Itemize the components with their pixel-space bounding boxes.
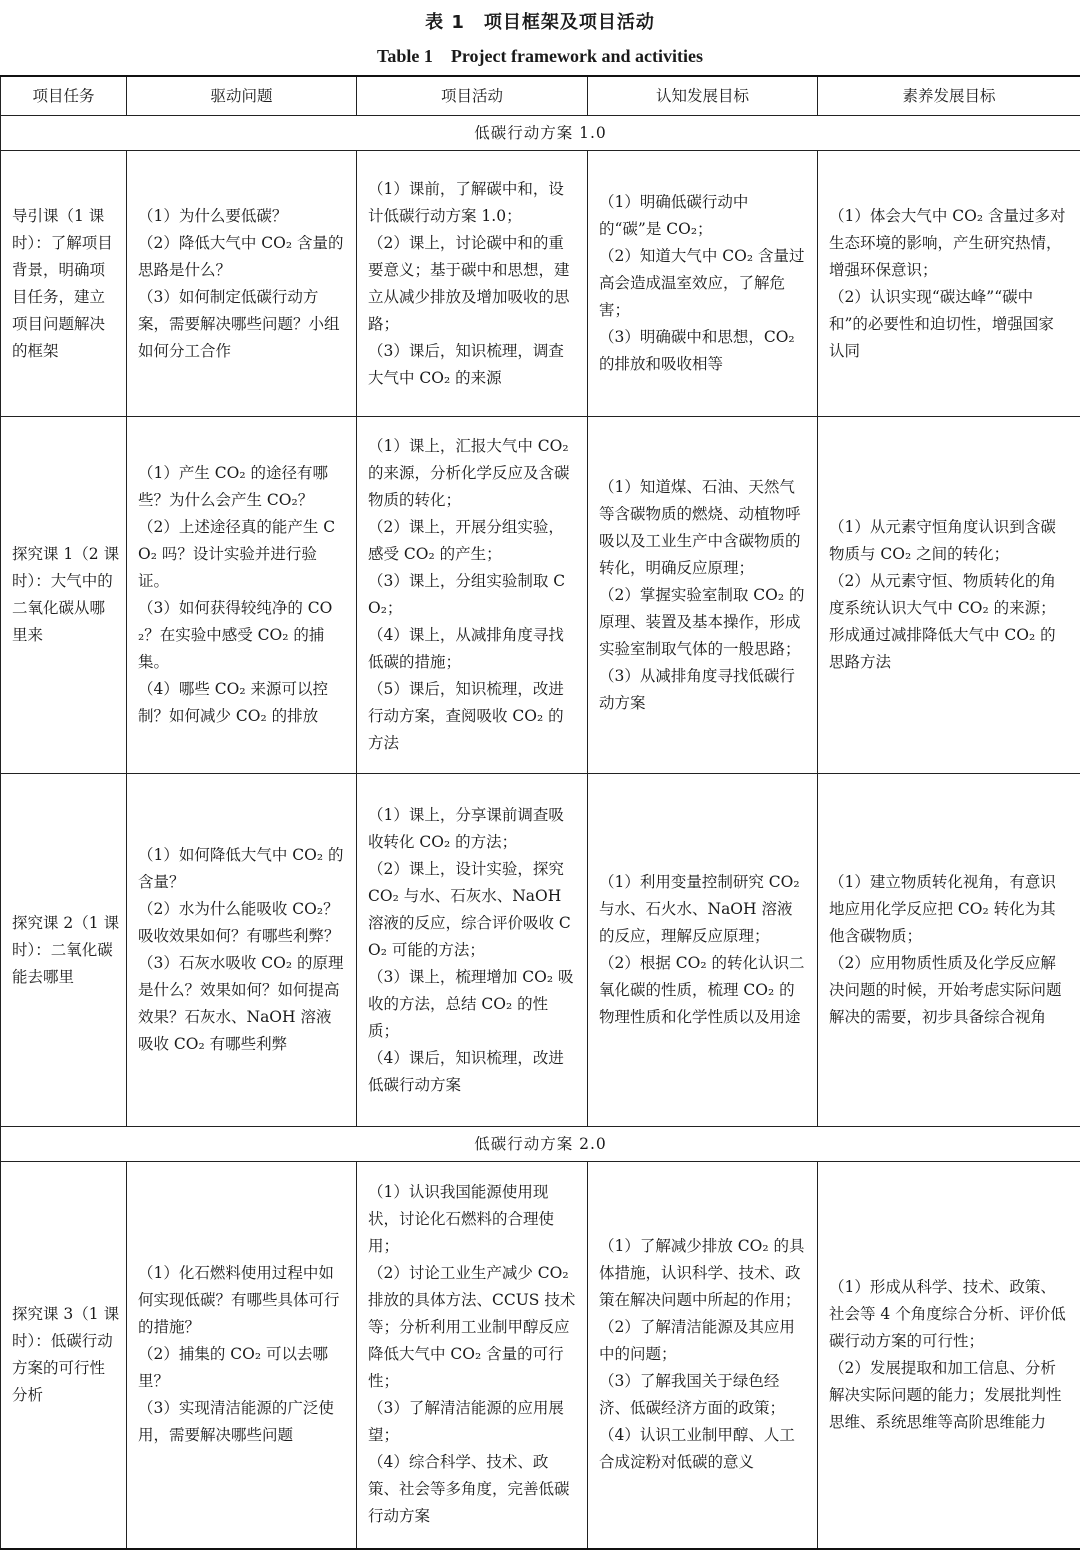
table-row [1, 774, 1080, 1127]
list-item: （2）认识实现“碳达峰”“碳中和”的必要性和迫切性，增强国家认同 [829, 284, 1069, 365]
list-item: （5）课后，知识梳理，改进行动方案，查阅吸收 CO₂ 的方法 [368, 676, 576, 757]
list-item: （1）了解减少排放 CO₂ 的具体措施，认识科学、技术、政策在解决问题中所起的作用； [599, 1233, 806, 1314]
cognitive-cell [588, 1162, 818, 1549]
table-row [1, 1162, 1080, 1549]
list-item: （3）如何制定低碳行动方案，需要解决哪些问题？小组如何分工合作 [138, 284, 345, 365]
list-item: （3）明确碳中和思想，CO₂ 的排放和吸收相等 [599, 324, 806, 378]
section-label: 低碳行动方案 1.0 [1, 116, 1080, 151]
activities-cell [357, 1162, 588, 1549]
table-row [1, 417, 1080, 774]
header-task: 项目任务 [1, 76, 127, 116]
list-item: （2）水为什么能吸收 CO₂？吸收效果如何？有哪些利弊？ [138, 896, 345, 950]
list-item: （2）应用物质性质及化学反应解决问题的时候，开始考虑实际问题解决的需要，初步具备综合视角 [829, 950, 1069, 1031]
literacy-cell [818, 1162, 1080, 1549]
project-framework-table [0, 75, 1080, 1550]
list-item: （1）形成从科学、技术、政策、社会等 4 个角度综合分析、评价低碳行动方案的可行性； [829, 1274, 1069, 1355]
task-cell: 探究课 2（1 课时）：二氧化碳能去哪里 [1, 774, 127, 1127]
list-item: （2）捕集的 CO₂ 可以去哪里？ [138, 1341, 345, 1395]
list-item: （1）明确低碳行动中的“碳”是 CO₂； [599, 189, 806, 243]
header-activities: 项目活动 [357, 76, 588, 116]
list-item: （1）课上，分享课前调查吸收转化 CO₂ 的方法； [368, 802, 576, 856]
list-item: （2）了解清洁能源及其应用中的问题； [599, 1314, 806, 1368]
title-block [0, 0, 1080, 75]
header-literacy: 素养发展目标 [818, 76, 1080, 116]
list-item: （1）认识我国能源使用现状，讨论化石燃料的合理使用； [368, 1179, 576, 1260]
task-cell: 探究课 3（1 课时）：低碳行动方案的可行性分析 [1, 1162, 127, 1549]
list-item: （2）课上，设计实验，探究 CO₂ 与水、石灰水、NaOH 溶液的反应，综合评价吸收 CO₂ 可能的方法； [368, 856, 576, 964]
list-item: （4）课后，知识梳理，改进低碳行动方案 [368, 1045, 576, 1099]
header-row [1, 76, 1080, 116]
list-item: （2）根据 CO₂ 的转化认识二氧化碳的性质，梳理 CO₂ 的物理性质和化学性质以及用途 [599, 950, 806, 1031]
list-item: （4）哪些 CO₂ 来源可以控制？如何减少 CO₂ 的排放 [138, 676, 345, 730]
list-item: （3）课上，梳理增加 CO₂ 吸收的方法，总结 CO₂ 的性质； [368, 964, 576, 1045]
list-item: （1）从元素守恒角度认识到含碳物质与 CO₂ 之间的转化； [829, 514, 1069, 568]
list-item: （1）建立物质转化视角，有意识地应用化学反应把 CO₂ 转化为其他含碳物质； [829, 869, 1069, 950]
list-item: （2）课上，开展分组实验，感受 CO₂ 的产生； [368, 514, 576, 568]
questions-cell [127, 774, 357, 1127]
list-item: （1）知道煤、石油、天然气等含碳物质的燃烧、动植物呼吸以及工业生产中含碳物质的转化，明确反应原理； [599, 474, 806, 582]
list-item: （3）了解我国关于绿色经济、低碳经济方面的政策； [599, 1368, 806, 1422]
list-item: （2）讨论工业生产减少 CO₂ 排放的具体方法、CCUS 技术等；分析利用工业制甲醇反应降低大气中 CO₂ 含量的可行性； [368, 1260, 576, 1395]
literacy-cell [818, 151, 1080, 417]
list-item: （2）掌握实验室制取 CO₂ 的原理、装置及基本操作，形成实验室制取气体的一般思路； [599, 582, 806, 663]
cognitive-cell [588, 151, 818, 417]
list-item: （3）如何获得较纯净的 CO₂？在实验中感受 CO₂ 的捕集。 [138, 595, 345, 676]
header-questions: 驱动问题 [127, 76, 357, 116]
list-item: （3）石灰水吸收 CO₂ 的原理是什么？效果如何？如何提高效果？石灰水、NaOH 溶液吸收 CO₂ 有哪些利弊 [138, 950, 345, 1058]
list-item: （2）上述途径真的能产生 CO₂ 吗？设计实验并进行验证。 [138, 514, 345, 595]
section-row-2 [1, 1127, 1080, 1162]
table-title-en: Table 1 Project framework and activities [0, 44, 1080, 68]
list-item: （1）为什么要低碳？ [138, 203, 345, 230]
list-item: （1）课上，汇报大气中 CO₂ 的来源，分析化学反应及含碳物质的转化； [368, 433, 576, 514]
section-row-1 [1, 116, 1080, 151]
activities-cell [357, 151, 588, 417]
cognitive-cell [588, 417, 818, 774]
list-item: （3）实现清洁能源的广泛使用，需要解决哪些问题 [138, 1395, 345, 1449]
activities-cell [357, 774, 588, 1127]
list-item: （3）从减排角度寻找低碳行动方案 [599, 663, 806, 717]
list-item: （1）化石燃料使用过程中如何实现低碳？有哪些具体可行的措施？ [138, 1260, 345, 1341]
cognitive-cell [588, 774, 818, 1127]
list-item: （2）从元素守恒、物质转化的角度系统认识大气中 CO₂ 的来源；形成通过减排降低大气中 CO₂ 的思路方法 [829, 568, 1069, 676]
task-cell: 探究课 1（2 课时）：大气中的二氧化碳从哪里来 [1, 417, 127, 774]
list-item: （2）课上，讨论碳中和的重要意义；基于碳中和思想，建立从减少排放及增加吸收的思路； [368, 230, 576, 338]
list-item: （3）课上，分组实验制取 CO₂； [368, 568, 576, 622]
list-item: （2）降低大气中 CO₂ 含量的思路是什么？ [138, 230, 345, 284]
list-item: （4）综合科学、技术、政策、社会等多角度，完善低碳行动方案 [368, 1449, 576, 1530]
table-title-zh: 表 1 项目框架及项目活动 [0, 11, 1080, 35]
literacy-cell [818, 417, 1080, 774]
literacy-cell [818, 774, 1080, 1127]
section-label: 低碳行动方案 2.0 [1, 1127, 1080, 1162]
list-item: （4）认识工业制甲醇、人工合成淀粉对低碳的意义 [599, 1422, 806, 1476]
list-item: （1）产生 CO₂ 的途径有哪些？为什么会产生 CO₂？ [138, 460, 345, 514]
list-item: （1）课前，了解碳中和，设计低碳行动方案 1.0； [368, 176, 576, 230]
header-cognitive: 认知发展目标 [588, 76, 818, 116]
list-item: （1）体会大气中 CO₂ 含量过多对生态环境的影响，产生研究热情，增强环保意识； [829, 203, 1069, 284]
list-item: （3）课后，知识梳理，调查大气中 CO₂ 的来源 [368, 338, 576, 392]
list-item: （4）课上，从减排角度寻找低碳的措施； [368, 622, 576, 676]
list-item: （2）知道大气中 CO₂ 含量过高会造成温室效应，了解危害； [599, 243, 806, 324]
list-item: （1）如何降低大气中 CO₂ 的含量？ [138, 842, 345, 896]
list-item: （2）发展提取和加工信息、分析解决实际问题的能力；发展批判性思维、系统思维等高阶思维能力 [829, 1355, 1069, 1436]
task-cell: 导引课（1 课时）：了解项目背景，明确项目任务，建立项目问题解决的框架 [1, 151, 127, 417]
list-item: （1）利用变量控制研究 CO₂ 与水、石火水、NaOH 溶液的反应，理解反应原理； [599, 869, 806, 950]
questions-cell [127, 151, 357, 417]
questions-cell [127, 417, 357, 774]
questions-cell [127, 1162, 357, 1549]
activities-cell [357, 417, 588, 774]
table-row [1, 151, 1080, 417]
list-item: （3）了解清洁能源的应用展望； [368, 1395, 576, 1449]
